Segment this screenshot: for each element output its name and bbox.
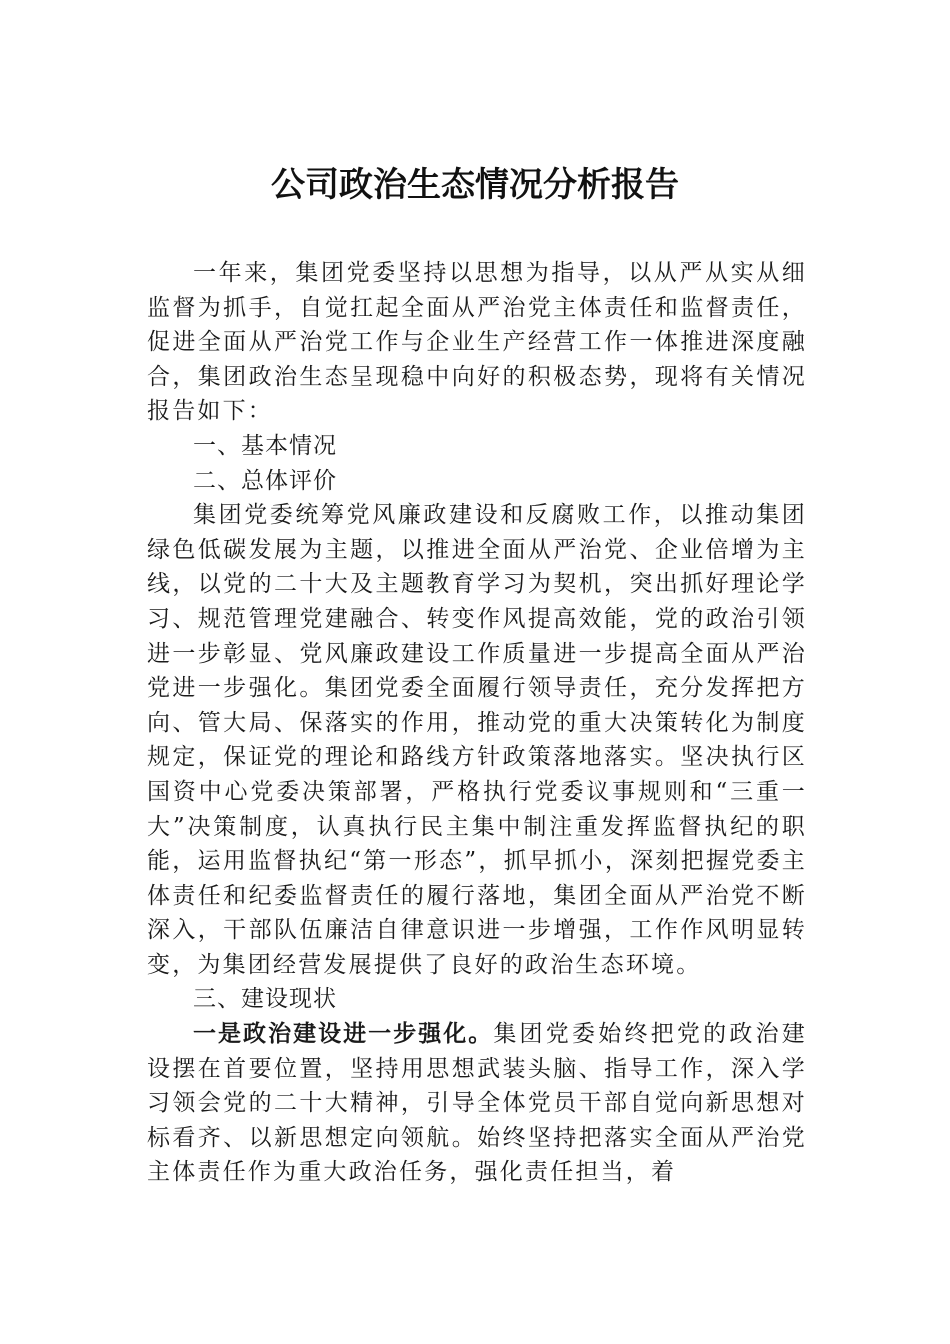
section-heading-overall-evaluation: 二、总体评价 [193,467,337,494]
political-construction-lead: 一是政治建设进一步强化。 [193,1021,494,1048]
section-heading-basic-situation: 一、基本情况 [193,432,337,459]
section-heading-current-status: 三、建设现状 [193,986,337,1013]
intro-paragraph: 一年来，集团党委坚持以思想为指导，以从严从实从细监督为抓手，自觉扛起全面从严治党主体责任和监督责任，促进全面从严治党工作与企业生产经营工作一体推进深度融合，集团政治生态呈现稳中向好的积极态势，现将有关情况报告如下： [147,260,807,425]
overall-evaluation-paragraph: 集团党委统筹党风廉政建设和反腐败工作，以推动集团绿色低碳发展为主题，以推进全面从严治党、企业倍增为主线，以党的二十大及主题教育学习为契机，突出抓好理论学习、规范管理党建融合、转变作风提高效能，党的政治引领进一步彰显、党风廉政建设工作质量进一步提高全面从严治党进一步强化。集团党委全面履行领导责任，充分发挥把方向、管大局、保落实的作用，推动党的重大决策转化为制度规定，保证党的理论和路线方针政策落地落实。坚决执行区国资中心党委决策部署，严格执行党委议事规则和“三重一大”决策制度，认真执行民主集中制注重发挥监督执纪的职能，运用监督执纪“第一形态”，抓早抓小，深刻把握党委主体责任和纪委监督责任的履行落地，集团全面从严治党不断深入，干部队伍廉洁自律意识进一步增强，工作作风明显转变，为集团经营发展提供了良好的政治生态环境。 [147,502,807,978]
document-title: 公司政治生态情况分析报告 [271,165,679,205]
political-construction-body: 集团党委始终把党的政治建设摆在首要位置，坚持用思想武装头脑、指导工作，深入学习领会党的二十大精神，引导全体党员干部自觉向新思想对标看齐、以新思想定向领航。始终坚持把落实全面从严治党主体责任作为重大政治任务，强化责任担当，着 [147,1021,807,1186]
political-construction-paragraph [147,1017,807,1190]
document-body [147,256,807,1190]
